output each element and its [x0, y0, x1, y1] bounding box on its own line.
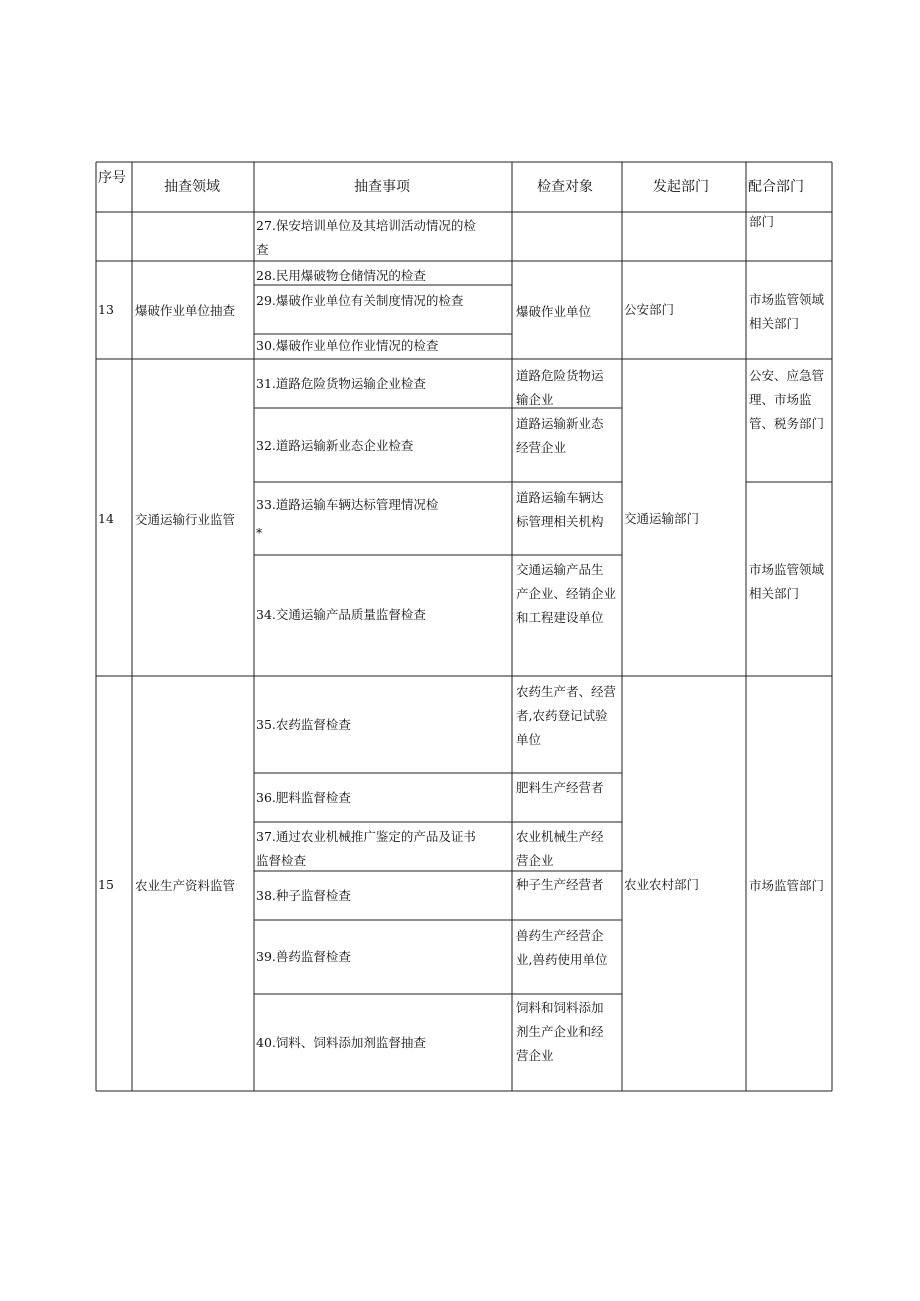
item-28: 28.民用爆破物仓储情况的检查 — [256, 268, 426, 283]
target-39-line1: 兽药生产经营企 — [516, 928, 604, 943]
target-38: 种子生产经营者 — [516, 877, 604, 892]
target-32-line2: 经营企业 — [516, 440, 567, 455]
target-37-line1: 农业机械生产经 — [516, 829, 604, 844]
item-29: 29.爆破作业单位有关制度情况的检查 — [256, 293, 464, 308]
coop-14a-line3: 管、税务部门 — [749, 416, 825, 431]
target-34-line1: 交通运输产品生 — [516, 562, 604, 577]
domain-14: 交通运输行业监管 — [135, 512, 236, 527]
seq-15: 15 — [98, 877, 114, 892]
item-34: 34.交通运输产品质量监督检查 — [256, 607, 426, 622]
target-37-line2: 营企业 — [516, 853, 554, 868]
coop-14a-line1: 公安、应急管 — [749, 368, 825, 383]
header-domain: 抽查领域 — [164, 179, 220, 195]
target-36: 肥料生产经营者 — [516, 780, 604, 795]
coop-14b-line2: 相关部门 — [749, 586, 800, 601]
target-39-line2: 业,兽药使用单位 — [516, 952, 608, 967]
target-34-line2: 产企业、经销企业 — [516, 586, 617, 601]
target-40-line1: 饲料和饲料添加 — [516, 1000, 604, 1015]
domain-15: 农业生产资料监管 — [135, 878, 236, 893]
coop-14a-line2: 理、市场监 — [749, 392, 812, 407]
target-35-line2: 者,农药登记试验 — [516, 708, 608, 723]
item-27-line2: 查 — [256, 242, 269, 257]
coop-13-line1: 市场监管领域 — [749, 292, 825, 307]
item-38: 38.种子监督检查 — [256, 888, 351, 903]
item-31: 31.道路危险货物运输企业检查 — [256, 376, 426, 391]
target-33-line1: 道路运输车辆达 — [516, 490, 604, 505]
target-31-line1: 道路危险货物运 — [516, 368, 604, 383]
target-33-line2: 标管理相关机构 — [516, 514, 604, 529]
item-32: 32.道路运输新业态企业检查 — [256, 438, 414, 453]
item-36: 36.肥料监督检查 — [256, 790, 351, 805]
item-37-line1: 37.通过农业机械推广鉴定的产品及证书 — [256, 829, 476, 844]
item-30: 30.爆破作业单位作业情况的检查 — [256, 338, 439, 353]
item-33-line2: * — [256, 525, 263, 540]
target-31-line2: 输企业 — [516, 392, 554, 407]
seq-14: 14 — [98, 511, 114, 526]
header-cooperator: 配合部门 — [748, 179, 804, 195]
header-initiator: 发起部门 — [653, 179, 709, 195]
item-33-line1: 33.道路运输车辆达标管理情况检 — [256, 497, 439, 512]
header-item: 抽查事项 — [354, 179, 410, 195]
target-32-line1: 道路运输新业态 — [516, 416, 604, 431]
item-40: 40.饲料、饲料添加剂监督抽查 — [256, 1035, 426, 1050]
target-35-line1: 农药生产者、经营 — [516, 684, 617, 699]
item-27-line1: 27.保安培训单位及其培训活动情况的检 — [256, 218, 476, 233]
coop-13-line2: 相关部门 — [749, 316, 800, 331]
target-40-line3: 营企业 — [516, 1048, 554, 1063]
cooperator-cont: 部门 — [749, 214, 775, 229]
target-34-line3: 和工程建设单位 — [516, 610, 604, 625]
coop-15: 市场监管部门 — [749, 878, 825, 893]
target-13: 爆破作业单位 — [516, 304, 592, 319]
target-40-line2: 剂生产企业和经 — [516, 1024, 604, 1039]
target-35-line3: 单位 — [516, 732, 542, 747]
coop-14b-line1: 市场监管领域 — [749, 562, 825, 577]
initiator-13: 公安部门 — [624, 302, 675, 317]
initiator-14: 交通运输部门 — [624, 511, 700, 526]
header-seq: 序号 — [98, 170, 126, 186]
header-target: 检查对象 — [537, 179, 593, 195]
item-35: 35.农药监督检查 — [256, 717, 351, 732]
seq-13: 13 — [98, 302, 114, 317]
item-37-line2: 监督检查 — [256, 853, 307, 868]
item-39: 39.兽药监督检查 — [256, 949, 351, 964]
domain-13: 爆破作业单位抽查 — [135, 303, 236, 318]
initiator-15: 农业农村部门 — [624, 877, 700, 892]
